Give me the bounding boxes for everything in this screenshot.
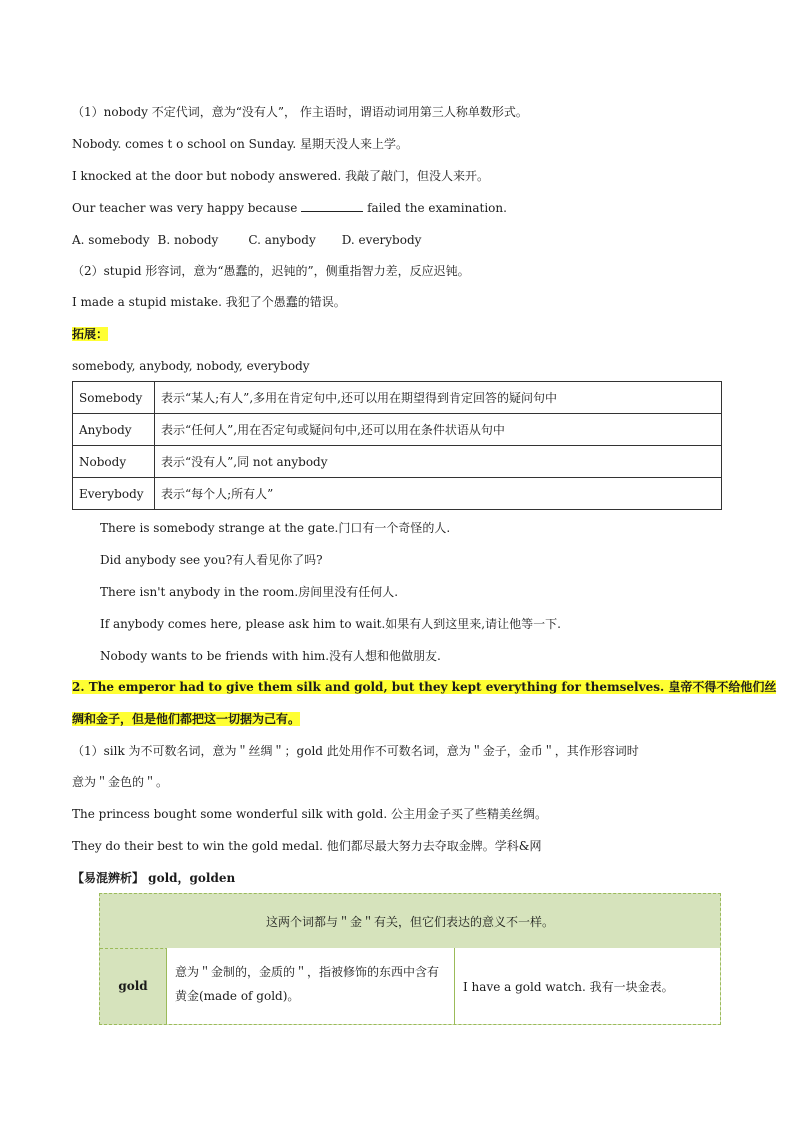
comparison-box-header: 这两个词都与＂金＂有关，但它们表达的意义不一样。: [265, 914, 554, 929]
sentence-2-line-1: 2. The emperor had to give them silk and gold, but they kept everything for themselves. 皇帝不得不给他们丝: [72, 680, 777, 694]
silk-definition-1: （1）silk 为不可数名词，意为＂丝绸＂；gold 此处用作不可数名词，意为＂金子，金币＂，其作形容词时: [72, 744, 639, 758]
extension-words: somebody, anybody, nobody, everybody: [72, 359, 310, 373]
nobody-example-1: Nobody. comes t o school on Sunday. 星期天没人来上学。: [72, 137, 409, 151]
exercise-question: [72, 199, 507, 217]
confusion-heading: 【易混辨析】 gold，golden: [72, 871, 236, 885]
stupid-definition: （2）stupid 形容词，意为“愚蠢的，迟钝的”，侧重指智力差，反应迟钝。: [72, 264, 470, 278]
silk-example-2: They do their best to win the gold medal. 他们都尽最大努力去夺取金牌。学科&网: [72, 839, 542, 853]
extension-heading-wrap: [72, 325, 108, 343]
option-c: C. anybody: [248, 233, 316, 247]
example-sentence: There isn't anybody in the room.房间里没有任何人.: [100, 585, 399, 599]
question-text-b: failed the examination.: [367, 201, 507, 215]
table-row: [73, 478, 722, 510]
stupid-example: I made a stupid mistake. 我犯了个愚蠢的错误。: [72, 295, 346, 309]
comparison-box: [99, 893, 721, 1025]
sentence-2-line-1-wrap: [72, 678, 776, 696]
option-b: B. nobody: [157, 233, 219, 247]
option-d: D. everybody: [341, 233, 422, 247]
extension-heading: 拓展：: [72, 327, 109, 341]
table-row: [73, 446, 722, 478]
example-sentence: Nobody wants to be friends with him.没有人想和他做朋友.: [100, 649, 441, 663]
table-cell-desc: 表示“每个人;所有人”: [155, 478, 722, 510]
table-cell-desc: 表示“任何人”,用在否定句或疑问句中,还可以用在条件状语从句中: [155, 414, 722, 446]
sentence-2-line-2: 绸和金子，但是他们都把这一切据为己有。: [72, 712, 301, 726]
table-cell-word: Somebody: [73, 382, 155, 414]
table-cell-desc: 表示“某人;有人”,多用在肯定句中,还可以用在期望得到肯定回答的疑问句中: [155, 382, 722, 414]
nobody-definition: （1）nobody 不定代词，意为“没有人”， 作主语时，谓语动词用第三人称单数形式。: [72, 105, 528, 119]
table-row: [73, 414, 722, 446]
example-sentence: Did anybody see you?有人看见你了吗?: [100, 553, 323, 567]
silk-definition-2: 意为＂金色的＂。: [72, 775, 169, 789]
question-text-a: Our teacher was very happy because: [72, 201, 298, 215]
exercise-options: [72, 231, 435, 249]
comparison-meaning: 意为＂金制的，金质的＂，指被修饰的东西中含有黄金(made of gold)。: [166, 948, 454, 1024]
example-sentence: There is somebody strange at the gate.门口有一个奇怪的人.: [100, 521, 451, 535]
nobody-example-2: I knocked at the door but nobody answered. 我敲了敲门，但没人来开。: [72, 169, 490, 183]
example-sentence: If anybody comes here, please ask him to wait.如果有人到这里来,请让他等一下.: [100, 617, 561, 631]
comparison-example: I have a gold watch. 我有一块金表。: [454, 948, 720, 1024]
silk-example-1: The princess bought some wonderful silk with gold. 公主用金子买了些精美丝绸。: [72, 807, 547, 821]
pronoun-table: [72, 381, 722, 510]
sentence-2-line-2-wrap: [72, 710, 300, 728]
comparison-key-word: gold: [118, 979, 148, 993]
table-row: [73, 382, 722, 414]
table-cell-word: Everybody: [73, 478, 155, 510]
table-cell-desc: 表示“没有人”,同 not anybody: [155, 446, 722, 478]
answer-blank: [301, 199, 363, 212]
table-cell-word: Nobody: [73, 446, 155, 478]
table-cell-word: Anybody: [73, 414, 155, 446]
option-a: A. somebody: [72, 233, 150, 247]
